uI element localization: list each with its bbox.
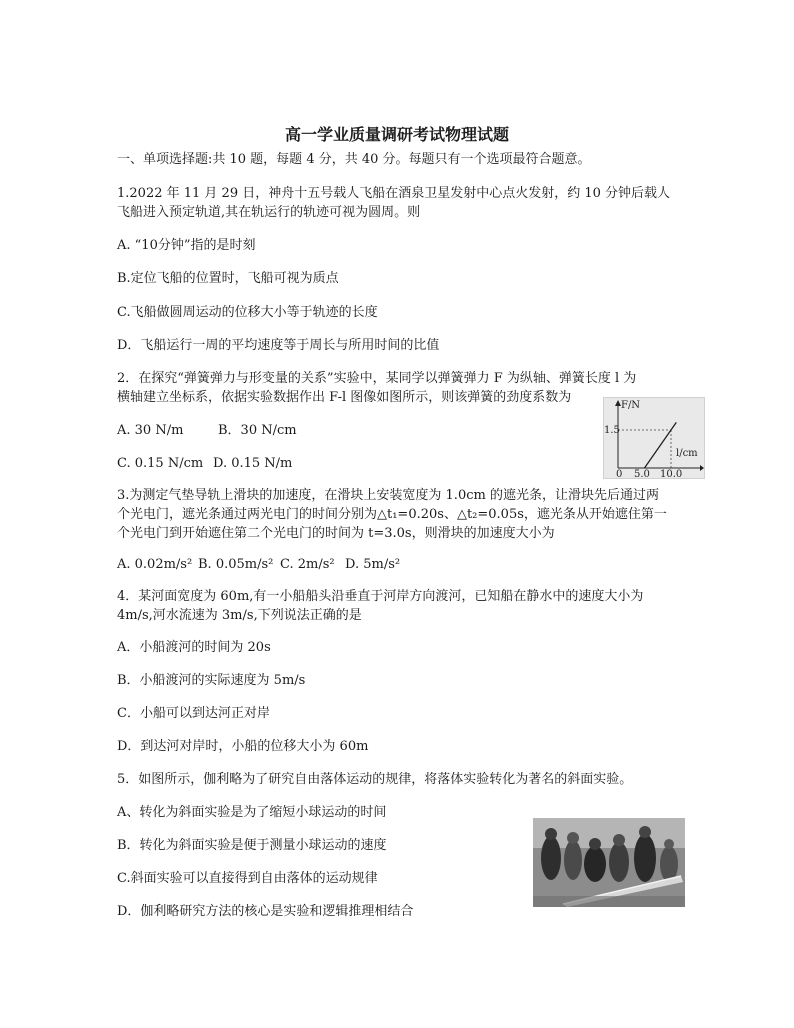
q5-stem-line1: 5．如图所示，伽利略为了研究自由落体运动的规律，将落体实验转化为著名的斜面实验。 — [117, 772, 633, 787]
q4-option-b: B．小船渡河的实际速度为 5m/s — [117, 673, 306, 688]
section-header: 一、单项选择题:共 10 题，每题 4 分，共 40 分。每题只有一个选项最符合题意。 — [117, 152, 591, 167]
f-l-graph-figure — [603, 397, 705, 479]
q4-option-c: C．小船可以到达河正对岸 — [117, 706, 270, 721]
q2-option-b: B．30 N/cm — [218, 423, 297, 438]
q4-stem-line2: 4m/s,河水流速为 3m/s,下列说法正确的是 — [117, 608, 362, 623]
q2-option-d: D. 0.15 N/m — [213, 456, 293, 471]
q1-option-c: C.飞船做圆周运动的位移大小等于轨迹的长度 — [117, 305, 378, 320]
galileo-incline-experiment-image — [533, 818, 685, 907]
q1-option-b: B.定位飞船的位置时，飞船可视为质点 — [117, 271, 339, 286]
q3-option-b: B. 0.05m/s² — [198, 557, 274, 572]
galileo-scene-illustration — [533, 818, 685, 907]
q4-option-a: A．小船渡河的时间为 20s — [117, 640, 271, 655]
q1-stem-line1: 1.2022 年 11 月 29 日，神舟十五号载人飞船在酒泉卫星发射中心点火发射，约 10 分钟后载人 — [117, 186, 671, 201]
q2-stem-line2: 横轴建立坐标系，依据实验数据作出 F-l 图像如图所示，则该弹簧的劲度系数为 — [117, 390, 572, 405]
y-tick-label: 1.5 — [604, 425, 620, 436]
q1-stem-line2: 飞船进入预定轨道,其在轨运行的轨迹可视为圆周。则 — [117, 205, 421, 220]
q3-stem-line1: 3.为测定气垫导轨上滑块的加速度，在滑块上安装宽度为 1.0cm 的遮光条，让滑块先后通过两 — [117, 488, 659, 503]
q5-option-c: C.斜面实验可以直接得到自由落体的运动规律 — [117, 871, 378, 886]
q4-stem-line1: 4．某河面宽度为 60m,有一小船船头沿垂直于河岸方向渡河，已知船在静水中的速度大小为 — [117, 589, 644, 604]
q3-option-d: D. 5m/s² — [345, 557, 401, 572]
f-l-graph — [604, 398, 704, 478]
x-tick-label-5: 5.0 — [634, 469, 650, 478]
q3-stem-line3: 个光电门到开始遮住第二个光电门的时间为 t=3.0s，则滑块的加速度大小为 — [117, 526, 555, 541]
f-l-data-line — [645, 422, 677, 468]
x-tick-label-0: 0 — [616, 469, 623, 478]
q3-stem-line2: 个光电门，遮光条通过两光电门的时间分别为△t₁=0.20s、△t₂=0.05s，遮光条从开始遮住第一 — [117, 507, 667, 522]
q3-option-c: C. 2m/s² — [280, 557, 335, 572]
q2-option-a: A. 30 N/m — [117, 423, 184, 438]
y-axis-label: F/N — [621, 400, 641, 411]
q4-option-d: D．到达河对岸时，小船的位移大小为 60m — [117, 739, 369, 754]
q5-option-a: A、转化为斜面实验是为了缩短小球运动的时间 — [117, 805, 387, 820]
q1-option-a: A. “10分钟”指的是时刻 — [117, 238, 256, 253]
q5-option-d: D．伽利略研究方法的核心是实验和逻辑推理相结合 — [117, 904, 414, 919]
x-axis-label: l/cm — [676, 448, 698, 459]
page-title: 高一学业质量调研考试物理试题 — [284, 125, 509, 144]
q5-option-b: B．转化为斜面实验是便于测量小球运动的速度 — [117, 838, 387, 853]
q3-option-a: A. 0.02m/s² — [117, 557, 193, 572]
q2-stem-line1: 2．在探究“弹簧弹力与形变量的关系”实验中，某同学以弹簧弹力 F 为纵轴、弹簧长度 l 为 — [117, 371, 637, 386]
q2-option-c: C. 0.15 N/cm — [117, 456, 204, 471]
q1-option-d: D．飞船运行一周的平均速度等于周长与所用时间的比值 — [117, 338, 440, 353]
x-tick-label-10: 10.0 — [660, 469, 683, 478]
x-axis-arrow — [700, 465, 704, 471]
